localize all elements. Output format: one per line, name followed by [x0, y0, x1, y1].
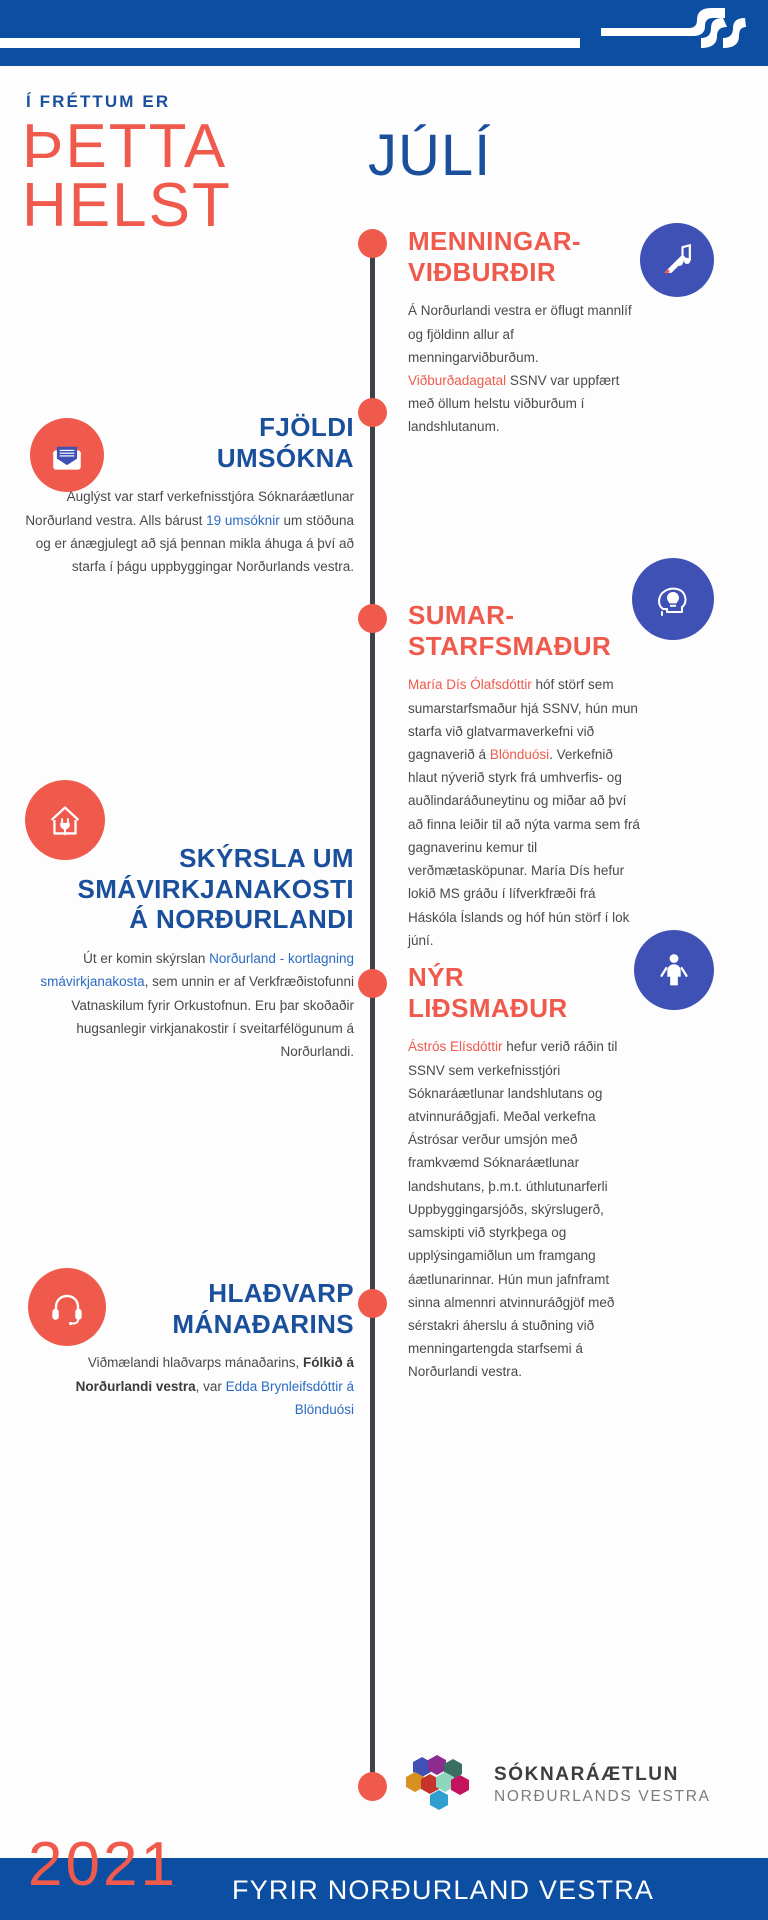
text-run: Blönduósi	[489, 747, 550, 763]
section-heading	[408, 600, 640, 661]
heading-line-1: SKÝRSLA UM	[179, 843, 354, 873]
music-paint-icon	[640, 223, 714, 297]
section-body	[22, 485, 354, 578]
text-run: Út er komin skýrslan	[83, 951, 210, 967]
section-sumarstarfsmadur	[408, 600, 640, 952]
title-line-1: ÞETTA	[22, 112, 228, 181]
text-run: Viðmælandi hlaðvarps mánaðarins,	[87, 1355, 303, 1371]
section-body	[408, 673, 640, 952]
section-body	[22, 1351, 354, 1421]
top-header-bar	[0, 0, 768, 66]
heading-line-2: VIÐBURÐIR	[408, 256, 557, 287]
section-body	[408, 299, 640, 438]
ssnv-logo	[601, 6, 746, 54]
text-run: um stöðuna og er ánægjulegt að sjá þennan mikla áhuga á því að starfa í þágu uppbyggingar Norðurlands vestra.	[35, 512, 354, 575]
section-menningarvidburdir	[408, 226, 640, 439]
text-run: Viðburðadagatal	[408, 373, 507, 389]
heading-line-1: MENNINGAR-	[408, 226, 581, 256]
footer-tagline: FYRIR NORÐURLAND VESTRA	[232, 1875, 655, 1905]
text-run: Á Norðurlandi vestra er öflugt mannlíf og fjöldinn allur af menningarviðburðum.	[408, 303, 632, 365]
heading-line-1: SUMAR-	[408, 600, 515, 630]
logo-line-1: SÓKNARÁÆTLUN	[494, 1764, 679, 1785]
text-run: María Dís Ólafsdóttir	[408, 677, 532, 693]
house-plug-icon	[25, 780, 105, 860]
text-run: hóf störf sem sumarstarfsmaður hjá SSNV, hún mun starfa við glatvarmaverkefni við gagnaverið á	[408, 677, 638, 763]
envelope-icon	[30, 418, 104, 492]
headphones-icon	[28, 1268, 106, 1346]
text-run: . Verkefnið hlaut nýverið styrk frá umhverfis- og auðlindaráðuneytinu og miðar að því að finna leiðir til að nýta varma sem frá gagnaverinu kemur til verðmætasköpunar. María Dís hefur lokið MS gráðu í lífverkfræði frá Háskóla Íslands og hóf hún störf í lok júní.	[408, 747, 640, 948]
page-title	[22, 112, 332, 240]
timeline-dot-4	[358, 969, 387, 998]
kicker-text: Í FRÉTTUM ER	[26, 92, 171, 111]
idea-head-icon	[632, 558, 714, 640]
soknaraaetlun-logo	[404, 1754, 711, 1816]
section-body	[22, 947, 354, 1063]
heading-line-1: FJÖLDI	[259, 412, 354, 442]
text-run: SSNV var uppfært með öllum helstu viðburðum í landshlutanum.	[408, 373, 620, 435]
text-run: 19 umsóknir	[206, 512, 280, 528]
timeline-dot-3	[358, 604, 387, 633]
text-run: , sem unnin er af Verkfræðistofunni Vatnaskilum fyrir Orkustofnun. Eru þar skoðaðir hugsanlegir virkjanakostir í sveitarfélögunum á Norðurlandi.	[71, 974, 354, 1059]
section-body	[408, 1035, 640, 1383]
heading-line-2: LIÐSMAÐUR	[408, 992, 568, 1023]
section-skyrsla-smavirkjanakosti	[22, 843, 354, 1063]
heading-line-2: MÁNAÐARINS	[172, 1308, 354, 1339]
section-heading	[408, 226, 640, 287]
text-run: Fólkið á Norðurlandi vestra	[75, 1355, 354, 1394]
heading-line-2: UMSÓKNA	[216, 442, 354, 473]
text-run: Edda Brynleifsdóttir á Blönduósi	[225, 1378, 354, 1417]
text-run: , var	[195, 1378, 226, 1394]
heading-line-2: STARFSMAÐUR	[408, 630, 612, 661]
person-icon	[634, 930, 714, 1010]
logo-line-2: NORÐURLANDS VESTRA	[494, 1788, 711, 1805]
month-label: JÚLÍ	[368, 123, 492, 188]
title-line-2: HELST	[22, 170, 232, 240]
timeline-dot-2	[358, 398, 387, 427]
text-run: Ástrós Elísdóttir	[408, 1039, 503, 1055]
header-white-stripe	[0, 38, 580, 48]
year-label: 2021	[28, 1830, 178, 1899]
section-heading	[408, 962, 640, 1023]
heading-line-3: Á NORÐURLANDI	[129, 904, 354, 935]
text-run: hefur verið ráðin til SSNV sem verkefnisstjóri Sóknaráætlunar landshlutans og atvinnuráðgjafi. Meðal verkefna Ástrósar verður umsjón með framkvæmd Sóknaráætlunar landshutans, þ.m.t. úthlutunarferli Uppbyggingarsjóðs, skýrslugerð, samskipti við styrkþega og upplýsingamiðlun um framgang áætlunarinnar. Hún mun jafnframt sinna almennri atvinnuráðgjöf með sérstakri áherslu á stuðning við menningartengda starfsemi á Norðurlandi vestra.	[408, 1039, 618, 1380]
text-run: Auglýst var starf verkefnisstjóra Sóknaráætlunar Norðurland vestra. Alls bárust	[25, 489, 354, 528]
timeline-dot-5	[358, 1289, 387, 1318]
timeline-spine	[370, 240, 375, 1785]
timeline-dot-6	[358, 1772, 387, 1801]
heading-line-1: HLAÐVARP	[208, 1278, 354, 1308]
heading-line-2: SMÁVIRKJANAKOSTI	[77, 873, 354, 904]
timeline-dot-1	[358, 229, 387, 258]
text-run: Norðurland - kortlagning smávirkjanakosta	[40, 951, 354, 990]
section-nyr-lidsmadur	[408, 962, 640, 1384]
heading-line-1: NÝR	[408, 962, 465, 992]
hexagon-cluster-icon	[404, 1754, 482, 1816]
